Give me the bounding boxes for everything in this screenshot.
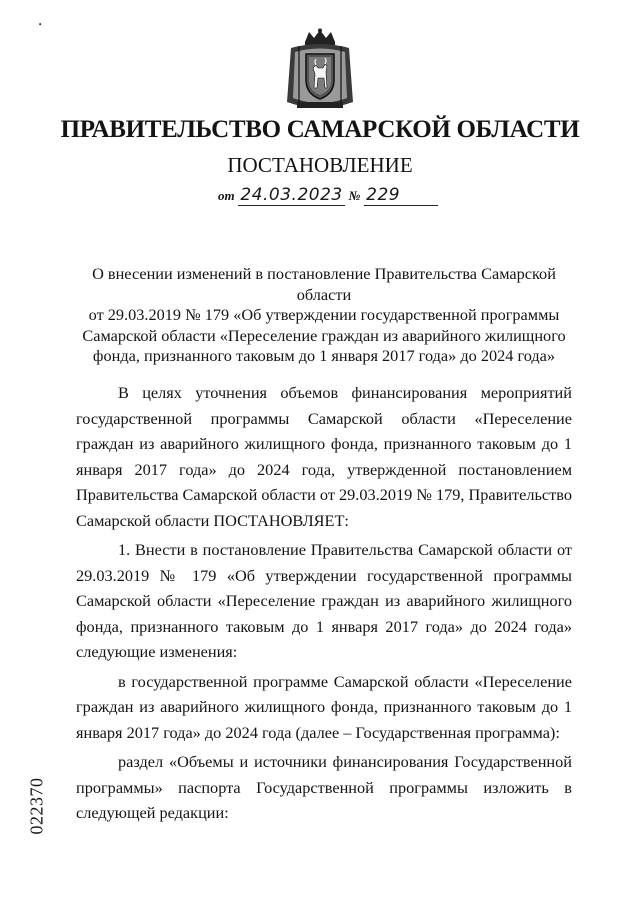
subject-line: от 29.03.2019 № 179 «Об утверждении государственной программы <box>88 305 560 325</box>
body-paragraph: В целях уточнения объемов финансирования мероприятий государственной программы Самарской области «Переселение граждан из аварийного жилищного фонда, признанного таковым до 1 января 2017 года» до 2024 года, утвержденной постановлением Правительства Самарской области от 29.03.2019 № 179, Правительство Самарской области ПОСТАНОВЛЯЕТ: <box>76 383 572 530</box>
side-serial-code <box>26 760 48 852</box>
date-value: 24.03.2023 <box>240 185 343 205</box>
document-subject <box>76 264 572 367</box>
scan-mark: ⸱ <box>38 17 43 34</box>
organization-title: ПРАВИТЕЛЬСТВО САМАРСКОЙ ОБЛАСТИ <box>60 116 580 143</box>
number-value: 229 <box>364 185 438 206</box>
document-type: ПОСТАНОВЛЕНИЕ <box>227 153 413 177</box>
subject-line: Самарской области «Переселение граждан из аварийного жилищного <box>82 325 566 345</box>
body-paragraph: раздел «Объемы и источники финансирования Государственной программы» паспорта Государственной программы изложить в следующей редакции: <box>76 752 572 822</box>
number-label: № <box>348 188 361 203</box>
body-paragraph: в государственной программе Самарской области «Переселение граждан из аварийного жилищного фонда, признанного таковым до 1 января 2017 года» до 2024 года (далее – Государственная программа): <box>76 671 572 742</box>
date-label: от <box>218 188 235 203</box>
side-serial-code-text: 022370 <box>26 777 47 835</box>
subject-line: фонда, признанного таковым до 1 января 2017 года» до 2024 года» <box>92 346 556 366</box>
document-body <box>76 380 572 830</box>
subject-line: О внесении изменений в постановление Правительства Самарской области <box>92 264 556 304</box>
samara-coat-of-arms-icon <box>283 28 357 112</box>
body-paragraph: 1. Внести в постановление Правительства Самарской области от 29.03.2019 № 179 «Об утверждении государственной программы Самарской области «Переселение граждан из аварийного жилищного фонда, признанного таковым до 1 января 2017 года» до 2024 года» следующие изменения: <box>76 540 572 661</box>
date-number-line <box>218 185 438 206</box>
